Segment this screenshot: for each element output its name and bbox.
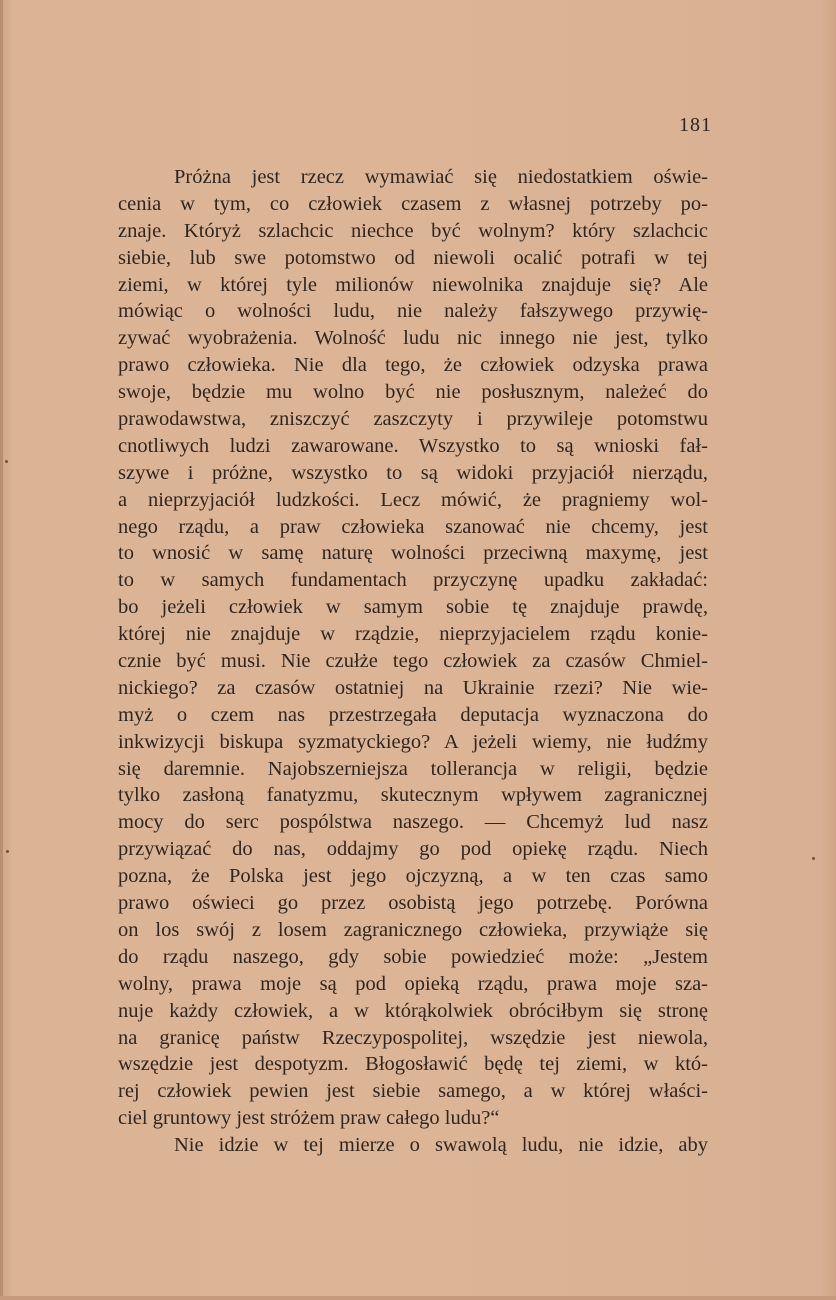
text-line: prawo człowieka. Nie dla tego, że człowiek odzyska prawa (118, 354, 708, 377)
text-line: inkwizycji biskupa syzmatyckiego? A jeżeli wiemy, nie łudźmy (118, 730, 708, 753)
text-line: wszędzie jest despotyzm. Błogosławić będę tej ziemi, w któ- (118, 1053, 708, 1076)
text-line: cznie być musi. Nie czułże tego człowiek za czasów Chmiel- (118, 650, 708, 673)
text-line: prawo oświeci go przez osobistą jego potrzebę. Porówna (118, 892, 708, 915)
text-line: znaje. Któryż szlachcic niechce być wolnym? który szlachcic (118, 219, 708, 242)
text-line: przywiązać do nas, oddajmy go pod opiekę rządu. Niech (118, 838, 708, 861)
text-line: to w samych fundamentach przyczynę upadku zakładać: (118, 569, 708, 592)
text-line: bo jeżeli człowiek w samym sobie tę znajduje prawdę, (118, 596, 708, 619)
paper-speck (812, 857, 815, 860)
text-line: nickiego? za czasów ostatniej na Ukrainie rzezi? Nie wie- (118, 676, 708, 699)
text-line: której nie znajduje w rządzie, nieprzyjacielem rządu konie- (118, 623, 708, 646)
page-left-edge (0, 0, 3, 1300)
text-line: pozna, że Polska jest jego ojczyzną, a w ten czas samo (118, 865, 708, 888)
paper-speck (5, 460, 8, 463)
text-line: tylko zasłoną fanatyzmu, skutecznym wpływem zagranicznej (118, 784, 708, 807)
text-line: mocy do serc pospólstwa naszego. — Chcemyż lud nasz (118, 811, 708, 834)
text-line: mówiąc o wolności ludu, nie należy fałszywego przywię- (118, 300, 708, 323)
text-line: siebie, lub swe potomstwo od niewoli ocalić potrafi w tej (118, 246, 708, 269)
text-line: prawodawstwa, zniszczyć zaszczyty i przywileje potomstwu (118, 408, 708, 431)
text-line: się daremnie. Najobszerniejsza tollerancja w religii, będzie (118, 757, 708, 780)
text-line: ziemi, w której tyle milionów niewolnika znajduje się? Ale (118, 273, 708, 296)
body-text (118, 164, 708, 1159)
text-line: nuje każdy człowiek, a w którąkolwiek obróciłbym się stronę (118, 999, 708, 1022)
text-line: cenia w tym, co człowiek czasem z własnej potrzeby po- (118, 192, 708, 215)
text-line: myż o czem nas przestrzegała deputacja wyznaczona do (118, 703, 708, 726)
text-line: cnotliwych ludzi zawarowane. Wszystko to są wnioski fał- (118, 434, 708, 457)
page-number: 181 (679, 114, 712, 136)
text-line: on los swój z losem zagranicznego człowieka, przywiąże się (118, 918, 708, 941)
text-line: do rządu naszego, gdy sobie powiedzieć może: „Jestem (118, 945, 708, 968)
text-line: na granicę państw Rzeczypospolitej, wszędzie jest niewola, (118, 1026, 708, 1049)
text-line: Nie idzie w tej mierze o swawolą ludu, nie idzie, aby (174, 1134, 708, 1157)
text-line: szywe i próżne, wszystko to są widoki przyjaciół nierządu, (118, 461, 708, 484)
text-line: to wnosić w samę naturę wolności przeciwną maxymę, jest (118, 542, 708, 565)
text-line: rej człowiek pewien jest siebie samego, a w której właści- (118, 1080, 708, 1103)
text-line: wolny, prawa moje są pod opieką rządu, prawa moje sza- (118, 972, 708, 995)
text-line: zywać wyobrażenia. Wolność ludu nic innego nie jest, tylko (118, 327, 708, 350)
text-line: swoje, będzie mu wolno być nie posłusznym, należeć do (118, 381, 708, 404)
text-line: Próżna jest rzecz wymawiać się niedostatkiem oświe- (174, 166, 708, 188)
text-line: a nieprzyjaciół ludzkości. Lecz mówić, że pragniemy wol- (118, 488, 708, 511)
text-line: nego rządu, a praw człowieka szanować nie chcemy, jest (118, 515, 708, 538)
page-bottom-edge (0, 1296, 836, 1300)
text-line: ciel gruntowy jest stróżem praw całego ludu?“ (118, 1107, 500, 1130)
paper-speck (6, 850, 9, 853)
